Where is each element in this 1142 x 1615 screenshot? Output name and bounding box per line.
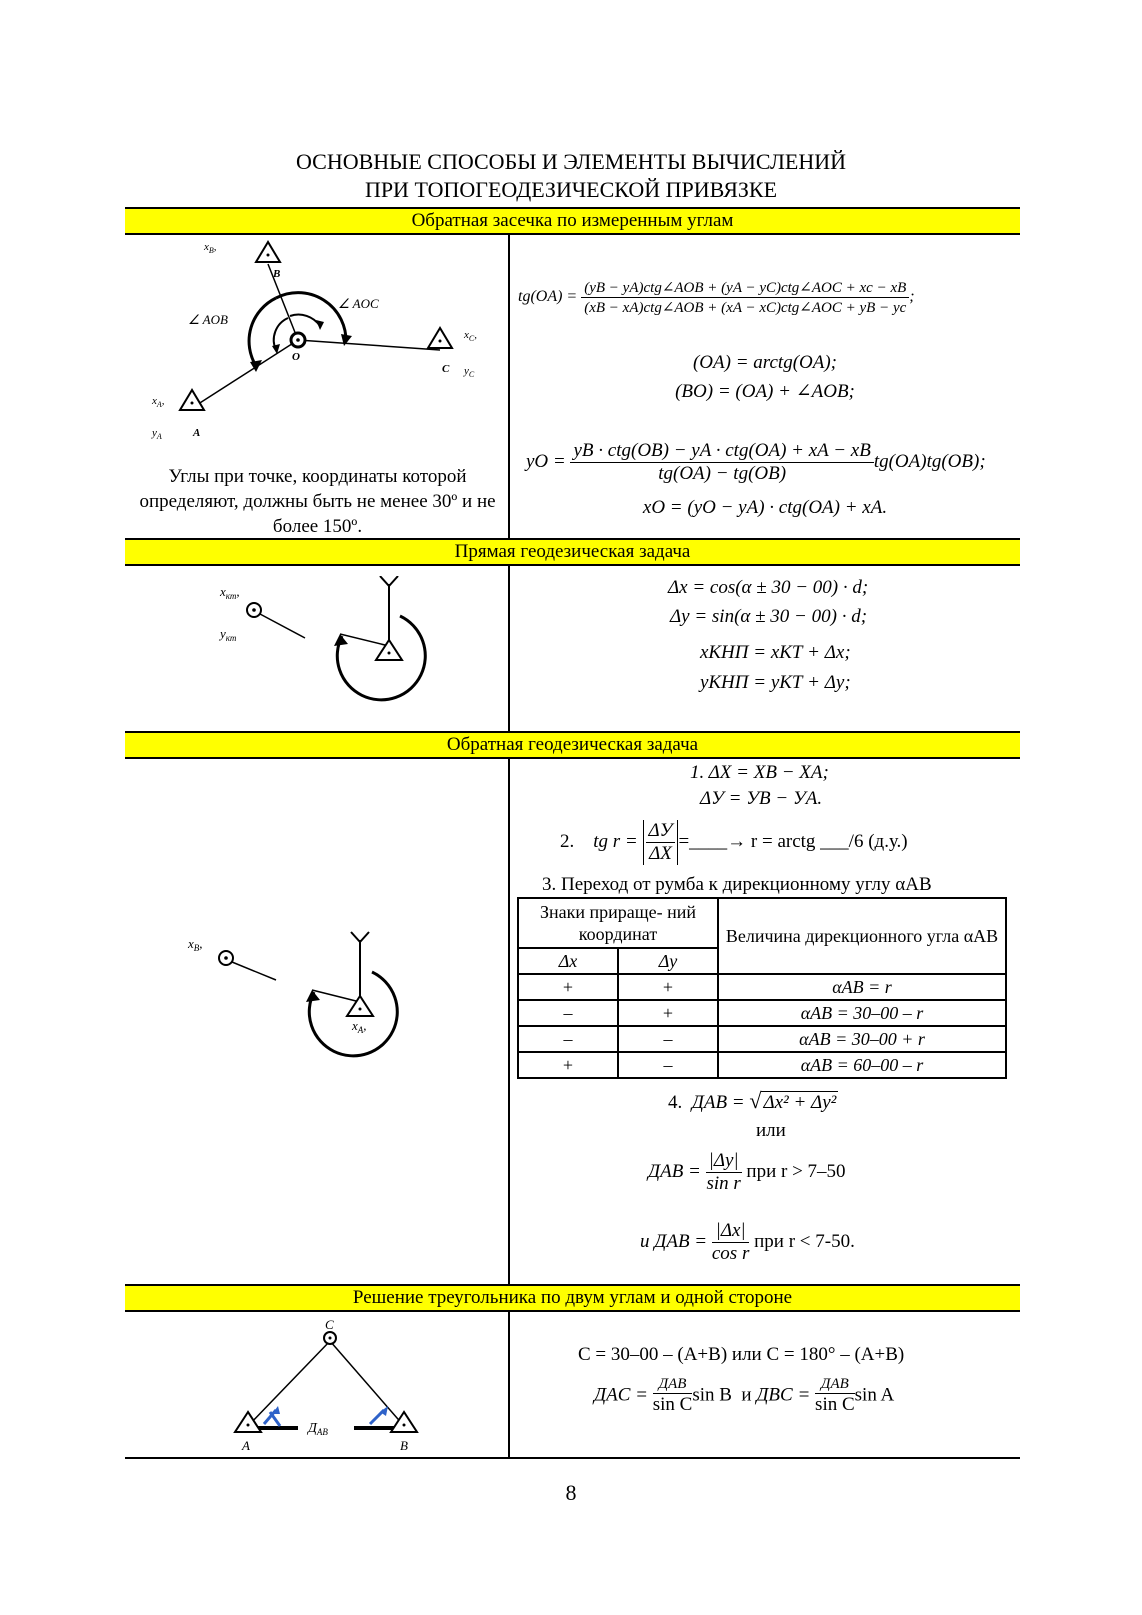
direct-problem-diagram <box>200 576 460 726</box>
formula-sines: ДAC = $\frac{\text{ДAB}}{\text{sin C}}$ sin B и ДBC = $\frac{\text{ДAB}}{\text{sin C}}$ sin A <box>594 1376 895 1415</box>
resection-angle-note: Углы при точке, координаты которой определяют, должны быть не менее 30º и не более 150º. <box>139 466 496 537</box>
formula-delta-y: ΔУ = УB − УA. <box>700 788 823 809</box>
formula-y-knp: yКНП = yКТ + Δy; <box>700 672 851 693</box>
formula-xo: xO = (yO − yA) · ctg(OA) + xA. <box>642 497 888 518</box>
page-title-line1: ОСНОВНЫЕ СПОСОБЫ И ЭЛЕМЕНТЫ ВЫЧИСЛЕНИЙ <box>296 149 846 174</box>
svg-text:ДAB: $Д_{AB}$ <box>308 1421 328 1437</box>
svg-text:O: O <box>292 351 300 363</box>
svg-text:xB,: $x_B$, <box>188 936 203 953</box>
formula-oa-arctg: (OA) = arctg(OA); <box>692 352 837 373</box>
header-dx: Δx <box>518 948 618 974</box>
formula-dy: Δy = sin(α ± 30 − 00) · d; <box>670 606 868 627</box>
triangle-diagram <box>220 1316 440 1456</box>
svg-text:C: C <box>325 1317 334 1332</box>
formula-delta-x: 1. ΔX = XB − XA; <box>690 762 829 783</box>
svg-text:A: A <box>193 427 201 439</box>
formula-x-knp: xКНП = xКТ + Δx; <box>700 642 851 663</box>
header-dy: Δy <box>618 948 718 974</box>
svg-text:xA,: $x_A$, <box>152 395 165 409</box>
table-row: + + αAB = r <box>518 974 1006 1000</box>
formula-dx: Δx = cos(α ± 30 − 00) · d; <box>668 577 869 598</box>
svg-text:yC: $y_C$ <box>464 365 475 379</box>
svg-text:xкт,: $x_{кт}$, <box>220 584 240 601</box>
formula-distance-root: 4. ДAB = √ Δx² + Δy² <box>668 1088 837 1113</box>
table-row: – – αAB = 30–00 + r <box>518 1026 1006 1052</box>
formula-distance-cos: и ДAB = $\frac{|\Delta x|}{\text{cos r}}$ при r < 7-50. <box>640 1220 855 1264</box>
point-c-icon <box>428 328 452 348</box>
svg-text:xB,: $x_B$, <box>204 241 217 255</box>
svg-text:C: C <box>442 363 450 375</box>
svg-text:yкт: $y_{кт}$ <box>220 626 237 643</box>
inverse-problem-diagram <box>180 930 440 1080</box>
point-a-icon <box>235 1412 261 1432</box>
table-row: – + αAB = 30–00 – r <box>518 1000 1006 1026</box>
resection-diagram <box>130 236 505 456</box>
svg-text:B: B <box>273 268 281 280</box>
svg-text:∠ AOC: ∠ AOC <box>338 296 379 311</box>
section-header-resection: Обратная засечка по измеренным углам <box>125 207 1020 235</box>
svg-text:B: B <box>400 1438 408 1453</box>
table-row: + – αAB = 60–00 – r <box>518 1052 1006 1078</box>
formula-or: или <box>756 1120 786 1141</box>
formula-tg-r: 2. tg r = $\frac{\Delta У}{\Delta X}$ =____→ r = arctg ___/6 (д.у.) <box>560 820 908 864</box>
column-divider-1 <box>508 235 510 538</box>
section-header-direct-problem: Прямая геодезическая задача <box>125 538 1020 566</box>
page-title-line2: ПРИ ТОПОГЕОДЕЗИЧЕСКОЙ ПРИВЯЗКЕ <box>364 177 778 202</box>
svg-text:yA: $y_A$ <box>152 427 162 441</box>
formula-angle-c: C = 30–00 – (A+B) или C = 180° – (A+B) <box>578 1344 905 1365</box>
formula-rhumb-transition: 3. Переход от румба к дирекционному углу αAB <box>542 874 932 895</box>
section-header-inverse-problem: Обратная геодезическая задача <box>125 731 1020 759</box>
section-header-triangle: Решение треугольника по двум углам и одной стороне <box>125 1284 1020 1312</box>
column-divider-2 <box>508 566 510 731</box>
column-divider-4 <box>508 1312 510 1457</box>
formula-distance-sin: ДAB = $\frac{|\Delta y|}{\text{sin r}}$ при r > 7–50 <box>648 1150 846 1194</box>
page-number: 8 <box>565 1480 577 1505</box>
header-direction-value: Величина дирекционного угла αAB <box>718 898 1006 974</box>
rhumb-direction-table <box>517 897 1007 1079</box>
point-a-icon <box>180 390 204 410</box>
svg-text:A: A <box>242 1438 250 1453</box>
point-b-icon <box>256 242 280 262</box>
formula-bo: (BO) = (OA) + ∠AOB; <box>675 381 855 402</box>
column-divider-3 <box>508 759 510 1284</box>
formula-tg-oa: tg(OA) = $\frac{\text{(yB − yA)ctg∠AOB + (yA − yC)ctg∠AOC + xc − xB}}{\text{(xB − xA)ctg∠AOB + (xA − xC)ctg∠AOC + yB − yc}}$ ; <box>518 280 915 316</box>
header-signs: Знаки прираще- ний координат <box>518 898 718 948</box>
svg-text:xC,: $x_C$, <box>464 329 477 343</box>
svg-text:xA,: $x_A$, <box>352 1018 367 1035</box>
formula-yo: yO = $\frac{\text{yB · ctg(OB) − yA · ctg(OA) + xA − xB}}{tg(OA) - tg(OB)}$ tg(OA)tg(OB); <box>526 440 986 484</box>
svg-text:∠ AOB: ∠ AOB <box>188 312 228 327</box>
table-bottom-rule <box>125 1457 1020 1459</box>
